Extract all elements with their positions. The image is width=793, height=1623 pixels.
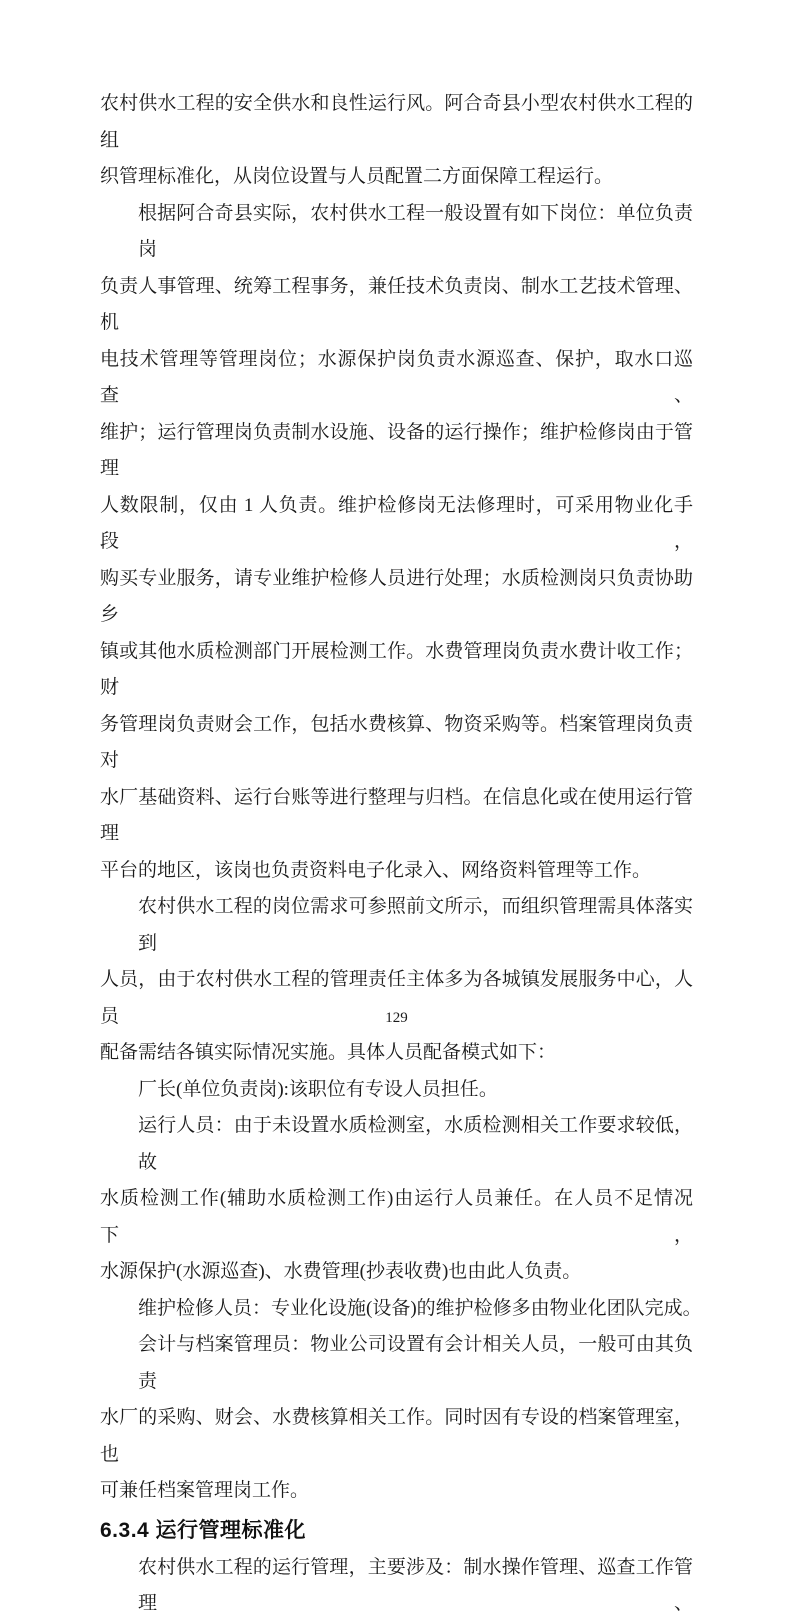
paragraph <box>100 1327 693 1510</box>
page-number: 129 <box>385 1010 408 1026</box>
text-line: 农村供水工程的岗位需求可参照前文所示，而组织管理需具体落实到 <box>138 896 693 954</box>
paragraph <box>100 86 693 196</box>
text-line: 会计与档案管理员：物业公司设置有会计相关人员，一般可由其负责 <box>138 1334 693 1392</box>
paragraph <box>100 1291 702 1328</box>
footer <box>0 1008 793 1028</box>
document-body <box>100 86 702 1623</box>
text-line: 农村供水工程的安全供水和良性运行风。阿合奇县小型农村供水工程的组 <box>100 93 693 151</box>
text-line: 维护检修人员：专业化设施(设备)的维护检修多由物业化团队完成。 <box>138 1297 702 1319</box>
paragraph <box>100 889 693 1072</box>
text-line: 负责人事管理、统筹工程事务，兼任技术负责岗、制水工艺技术管理、机 <box>100 275 693 333</box>
paragraph <box>100 1108 693 1291</box>
text-line: 水厂的采购、财会、水费核算相关工作。同时因有专设的档案管理室，也 <box>100 1407 693 1465</box>
text-line: 农村供水工程的运行管理，主要涉及：制水操作管理、巡查工作管理、 <box>138 1556 693 1614</box>
text-line: 可兼任档案管理岗工作。 <box>100 1480 310 1501</box>
text-line: 电技术管理等管理岗位；水源保护岗负责水源巡查、保护，取水口巡查、 <box>100 348 693 406</box>
text-line: 运行人员：由于未设置水质检测室，水质检测相关工作要求较低，故 <box>138 1115 693 1173</box>
text-line: 水质检测工作(辅助水质检测工作)由运行人员兼任。在人员不足情况下， <box>100 1188 693 1246</box>
text-line: 人员，由于农村供水工程的管理责任主体多为各城镇发展服务中心，人员 <box>100 969 693 1027</box>
text-line: 人数限制，仅由 1 人负责。维护检修岗无法修理时，可采用物业化手段， <box>100 494 693 552</box>
text-line: 平台的地区，该岗也负责资料电子化录入、网络资料管理等工作。 <box>100 859 652 881</box>
paragraph <box>100 1550 693 1623</box>
text-line: 根据阿合奇县实际，农村供水工程一般设置有如下岗位：单位负责岗 <box>138 202 693 260</box>
text-line: 维护；运行管理岗负责制水设施、设备的运行操作；维护检修岗由于管理 <box>100 421 693 479</box>
text-line: 务管理岗负责财会工作，包括水费核算、物资采购等。档案管理岗负责对 <box>100 713 693 771</box>
text-line: 配备需结各镇实际情况实施。具体人员配备模式如下： <box>100 1042 557 1063</box>
text-line: 厂长(单位负责岗):该职位有专设人员担任。 <box>138 1078 498 1100</box>
text-line: 水源保护(水源巡查)、水费管理(抄表收费)也由此人负责。 <box>100 1261 582 1282</box>
paragraph <box>100 1072 693 1109</box>
text-line: 购买专业服务，请专业维护检修人员进行处理；水质检测岗只负责协助乡 <box>100 567 693 625</box>
text-line: 镇或其他水质检测部门开展检测工作。水费管理岗负责水费计收工作；财 <box>100 640 693 698</box>
text-line: 水厂基础资料、运行台账等进行整理与归档。在信息化或在使用运行管理 <box>100 786 693 844</box>
section-heading: 6.3.4 运行管理标准化 <box>100 1518 307 1542</box>
text-line: 织管理标准化，从岗位设置与人员配置二方面保障工程运行。 <box>100 166 614 187</box>
paragraph <box>100 196 693 890</box>
